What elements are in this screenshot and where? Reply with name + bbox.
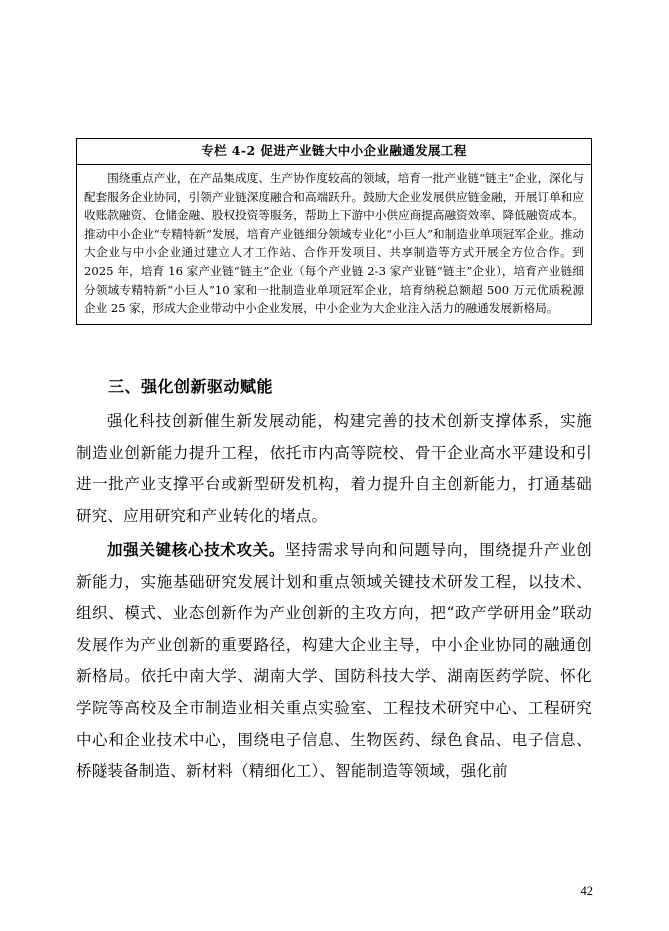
paragraph-body-text: 坚持需求导向和问题导向，围绕提升产业创新能力，实施基础研究发展计划和重点领域关键技术研发工程，以技术、组织、模式、业态创新作为产业创新的主攻方向，把“政产学研用金”联动发展作为产业创新的重要路径，构建大企业主导，中小企业协同的融通创新格局。依托中南大学、湖南大学、国防科技大学、湖南医药学院、怀化学院等高校及全市制造业相关重点实验室、工程技术研究中心、工程研究中心和企业技术中心，围绕电子信息、生物医药、绿色食品、电子信息、桥隧装备制造、新材料（精细化工）、智能制造等领域，强化前 (76, 541, 592, 781)
page-number: 42 (580, 884, 593, 898)
paragraph-key-technology (76, 534, 592, 788)
callout-box (76, 138, 592, 325)
paragraph-innovation-overview: 强化科技创新催生新发展动能，构建完善的技术创新支撑体系，实施制造业创新能力提升工程，依托市内高等院校、骨干企业高水平建设和引进一批产业支撑平台或新型研发机构，着力提升自主创新能力，打通基础研究、应用研究和产业转化的堵点。 (76, 412, 592, 525)
section-heading: 三、强化创新驱动赋能 (108, 377, 274, 396)
callout-title: 专栏 4-2 促进产业链大中小企业融通发展工程 (77, 139, 591, 165)
paragraph-lead-in: 加强关键核心技术攻关。 (107, 540, 286, 559)
callout-body-text: 围绕重点产业，在产品集成度、生产协作度较高的领域，培育一批产业链“链主”企业，深化与配套服务企业协同，引领产业链深度融合和高端跃升。鼓励大企业发展供应链金融，开展订单和应收账款融资、仓储金融、股权投资等服务，帮助上下游中小供应商提高融资效率、降低融资成本。推动中小企业“专精特新”发展，培育产业链细分领域专业化“小巨人”和制造业单项冠军企业。推动大企业与中小企业通过建立人才工作站、合作开发项目、共享制造等方式开展全方位合作。到 2025 年，培育 16 家产业链“链主”企业（每个产业链 2-3 家产业链“链主”企业），培育产业链细分领域专精特新“小巨人”10 家和一批制造业单项冠军企业，培育纳税总额超 500 万元优质税源企业 25 家，形成大企业带动中小企业发展，中小企业为大企业注入活力的融通发展新格局。 (84, 171, 584, 316)
